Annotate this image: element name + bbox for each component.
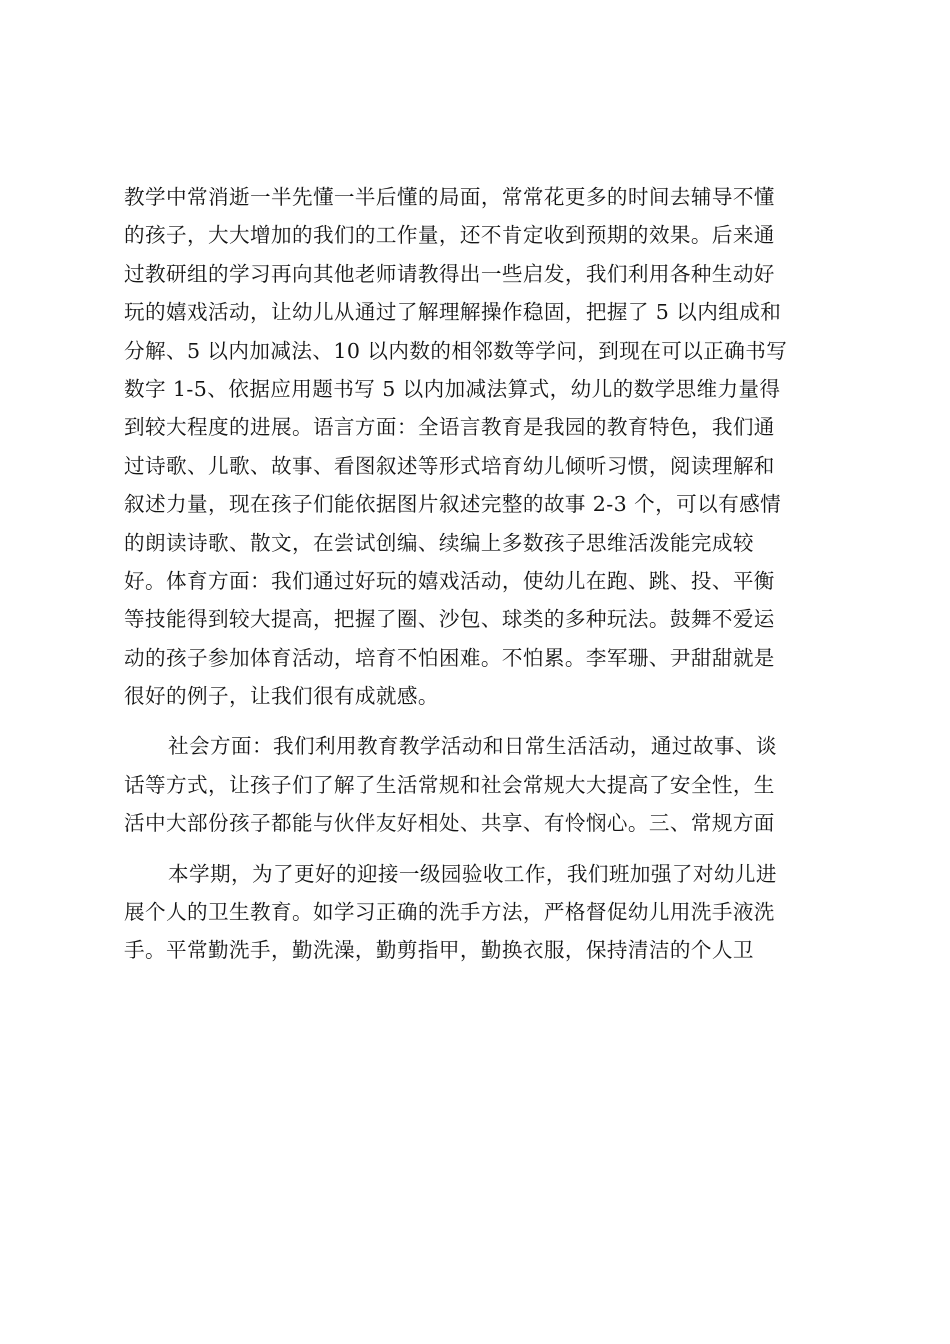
paragraph <box>124 178 834 715</box>
text-line: 手。平常勤洗手，勤洗澡，勤剪指甲，勤换衣服，保持清洁的个人卫 <box>124 938 754 963</box>
body-text <box>124 178 834 970</box>
text-line: 好。体育方面：我们通过好玩的嬉戏活动，使幼儿在跑、跳、投、平衡 <box>124 568 775 593</box>
text-line: 活中大部份孩子都能与伙伴友好相处、共享、有怜悯心。三、常规方面 <box>124 811 775 836</box>
text-line: 的朗读诗歌、散文，在尝试创编、续编上多数孩子思维活泼能完成较 <box>124 530 754 555</box>
text-line: 话等方式，让孩子们了解了生活常规和社会常规大大提高了安全性，生 <box>124 772 775 797</box>
text-line: 过教研组的学习再向其他老师请教得出一些启发，我们利用各种生动好 <box>124 261 775 286</box>
paragraph <box>124 855 834 970</box>
text-line: 到较大程度的进展。语言方面：全语言教育是我园的教育特色，我们通 <box>124 415 775 440</box>
text-line: 教学中常消逝一半先懂一半后懂的局面，常常花更多的时间去辅导不懂 <box>124 185 775 209</box>
text-line: 等技能得到较大提高，把握了圈、沙包、球类的多种玩法。鼓舞不爱运 <box>124 607 775 632</box>
text-line: 动的孩子参加体育活动，培育不怕困难。不怕累。李军珊、尹甜甜就是 <box>124 645 775 670</box>
text-line: 过诗歌、儿歌、故事、看图叙述等形式培育幼儿倾听习惯，阅读理解和 <box>124 453 775 478</box>
paragraph-spacer <box>124 843 834 855</box>
text-line: 很好的例子，让我们很有成就感。 <box>124 684 439 709</box>
text-line: 玩的嬉戏活动，让幼儿从通过了解理解操作稳固，把握了 5 以内组成和 <box>124 300 782 325</box>
paragraph <box>124 727 834 842</box>
text-line: 本学期，为了更好的迎接一级园验收工作，我们班加强了对幼儿进 <box>168 861 777 886</box>
text-line: 数字 1-5、依据应用题书写 5 以内加减法算式，幼儿的数学思维力量得 <box>124 376 781 401</box>
text-line: 社会方面：我们利用教育教学活动和日常生活活动，通过故事、谈 <box>168 734 777 759</box>
paragraph-spacer <box>124 715 834 727</box>
text-line: 展个人的卫生教育。如学习正确的洗手方法，严格督促幼儿用洗手液洗 <box>124 900 775 925</box>
text-line: 叙述力量，现在孩子们能依据图片叙述完整的故事 2-3 个，可以有感情 <box>124 492 782 517</box>
text-line: 分解、5 以内加减法、10 以内数的相邻数等学问，到现在可以正确书写 <box>124 338 788 363</box>
text-line: 的孩子，大大增加的我们的工作量，还不肯定收到预期的效果。后来通 <box>124 223 775 248</box>
